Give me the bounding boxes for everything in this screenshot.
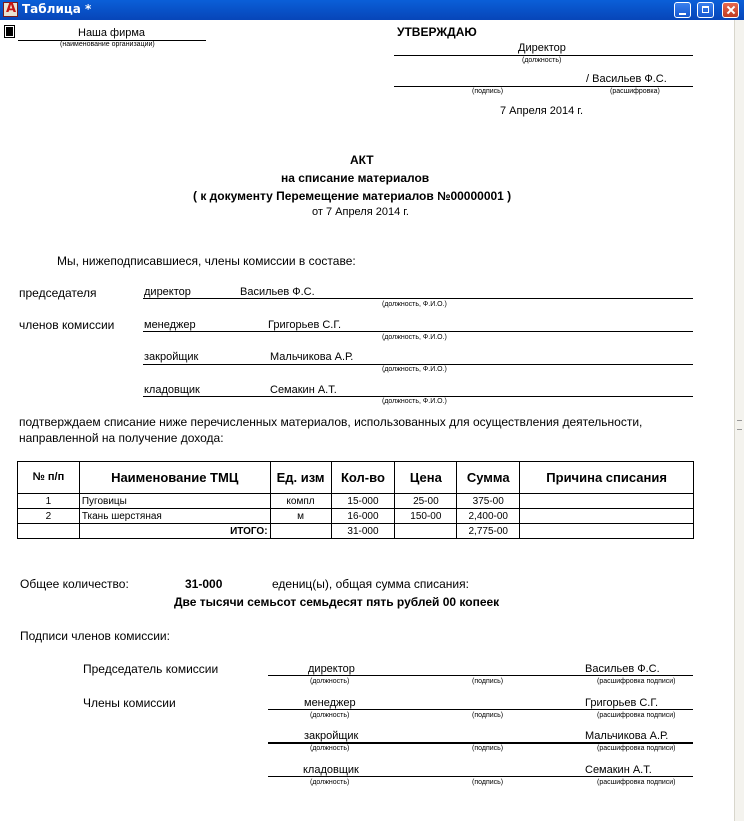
- doc-subtitle: на списание материалов: [281, 171, 430, 185]
- vertical-scrollbar[interactable]: [734, 20, 744, 821]
- cell-qty: 16-000: [331, 509, 395, 524]
- signature-caption: (подпись): [472, 88, 504, 95]
- member-2-caption: (должность, Ф.И.О.): [382, 366, 447, 373]
- approver-position: Директор: [518, 42, 566, 54]
- chair-label: председателя: [19, 286, 97, 300]
- confirm-text-1: подтверждаем списание ниже перечисленных материалов, использованных для осуществления деятельности,: [19, 415, 643, 429]
- cell-num: 1: [18, 494, 80, 509]
- member-1-underline: [143, 331, 693, 332]
- member-1-position: менеджер: [144, 319, 196, 331]
- position-underline: [394, 55, 693, 56]
- sig-4-decode-caption: (расшифровка подписи): [597, 779, 676, 786]
- header-num: № п/п: [18, 462, 80, 494]
- member-3-position: кладовщик: [144, 384, 200, 396]
- member-3-caption: (должность, Ф.И.О.): [382, 398, 447, 405]
- close-button[interactable]: [722, 2, 739, 18]
- window-titlebar[interactable]: [0, 0, 744, 20]
- member-1-caption: (должность, Ф.И.О.): [382, 334, 447, 341]
- sig-3-position: закройщик: [304, 730, 359, 742]
- chair-position: директор: [144, 286, 191, 298]
- table-row: [18, 494, 694, 509]
- sig-1-signature-caption: (подпись): [472, 678, 504, 685]
- sig-chair-label: Председатель комиссии: [83, 662, 219, 676]
- materials-table: [17, 461, 694, 539]
- cell-name: Пуговицы: [79, 494, 270, 509]
- cell-cursor-marker[interactable]: [4, 25, 15, 38]
- total-sum: 2,775-00: [457, 524, 520, 539]
- sig-3-name: Мальчикова А.Р.: [585, 730, 669, 742]
- cell-price: 25-00: [395, 494, 457, 509]
- member-3-underline: [143, 396, 693, 397]
- summary-label: Общее количество:: [20, 577, 129, 591]
- org-name: Наша фирма: [78, 27, 146, 39]
- sig-3-underline: [268, 742, 693, 744]
- sig-2-signature-caption: (подпись): [472, 712, 504, 719]
- cell-reason: [520, 494, 694, 509]
- approve-date: 7 Апреля 2014 г.: [500, 105, 584, 117]
- total-qty: 31-000: [331, 524, 395, 539]
- chair-underline: [143, 298, 693, 299]
- sig-3-decode-caption: (расшифровка подписи): [597, 745, 676, 752]
- cell-sum: 375-00: [457, 494, 520, 509]
- member-1-name: Григорьев С.Г.: [268, 319, 342, 331]
- summary-words: Две тысячи семьсот семьдесят пять рублей 00 копеек: [174, 595, 500, 609]
- sig-3-position-caption: (должность): [310, 745, 350, 752]
- cell-sum: 2,400-00: [457, 509, 520, 524]
- sig-4-signature-caption: (подпись): [472, 779, 504, 786]
- header-sum: Сумма: [457, 462, 520, 494]
- confirm-text-2: направленной на получение дохода:: [19, 431, 224, 445]
- sig-1-underline: [268, 675, 693, 676]
- sig-3-signature-caption: (подпись): [472, 745, 504, 752]
- table-header-row: [18, 462, 694, 494]
- doc-reference: ( к документу Перемещение материалов №00000001 ): [193, 189, 512, 203]
- minimize-button[interactable]: [674, 2, 691, 18]
- doc-title: АКТ: [350, 153, 374, 167]
- sig-members-label: Члены комиссии: [83, 696, 176, 710]
- sig-1-name: Васильев Ф.С.: [585, 663, 660, 675]
- approver-name: / Васильев Ф.С.: [586, 73, 667, 85]
- doc-date: от 7 Апреля 2014 г.: [312, 206, 409, 218]
- org-caption: (наименование организации): [60, 41, 155, 48]
- summary-rest: едениц(ы), общая сумма списания:: [272, 577, 469, 591]
- scroll-grip-icon[interactable]: [737, 420, 742, 430]
- sig-4-position-caption: (должность): [310, 779, 350, 786]
- member-3-name: Семакин А.Т.: [270, 384, 337, 396]
- signature-underline: [394, 86, 693, 87]
- sig-4-underline: [268, 776, 693, 777]
- cell-unit: компл: [270, 494, 331, 509]
- table-total-row: [18, 524, 694, 539]
- app-icon[interactable]: [3, 2, 18, 17]
- cell-name: Ткань шерстяная: [79, 509, 270, 524]
- member-2-name: Мальчикова А.Р.: [270, 351, 354, 363]
- cell-qty: 15-000: [331, 494, 395, 509]
- sig-1-position-caption: (должность): [310, 678, 350, 685]
- chair-caption: (должность, Ф.И.О.): [382, 301, 447, 308]
- total-reason-empty: [520, 524, 694, 539]
- sig-1-position: директор: [308, 663, 355, 675]
- sig-2-name: Григорьев С.Г.: [585, 697, 659, 709]
- total-unit-empty: [270, 524, 331, 539]
- signatures-heading: Подписи членов комиссии:: [20, 629, 170, 643]
- sig-2-position: менеджер: [304, 697, 356, 709]
- cell-num: 2: [18, 509, 80, 524]
- total-empty: [18, 524, 80, 539]
- sig-2-position-caption: (должность): [310, 712, 350, 719]
- table-row: [18, 509, 694, 524]
- maximize-button[interactable]: [697, 2, 714, 18]
- member-2-underline: [143, 364, 693, 365]
- members-label: членов комиссии: [19, 318, 115, 332]
- sig-4-position: кладовщик: [303, 764, 359, 776]
- total-price-empty: [395, 524, 457, 539]
- cell-reason: [520, 509, 694, 524]
- cell-unit: м: [270, 509, 331, 524]
- header-name: Наименование ТМЦ: [79, 462, 270, 494]
- header-price: Цена: [395, 462, 457, 494]
- window-title: Таблица *: [22, 2, 92, 16]
- approve-label: УТВЕРЖДАЮ: [397, 25, 477, 39]
- decode-caption: (расшифровка): [610, 88, 660, 95]
- summary-qty: 31-000: [185, 577, 223, 591]
- header-reason: Причина списания: [520, 462, 694, 494]
- sig-1-decode-caption: (расшифровка подписи): [597, 678, 676, 685]
- sig-4-name: Семакин А.Т.: [585, 764, 652, 776]
- header-unit: Ед. изм: [270, 462, 331, 494]
- sig-2-decode-caption: (расшифровка подписи): [597, 712, 676, 719]
- chair-name: Васильев Ф.С.: [240, 286, 315, 298]
- position-caption: (должность): [522, 57, 562, 64]
- commission-intro: Мы, нижеподписавшиеся, члены комиссии в составе:: [57, 254, 356, 268]
- cell-price: 150-00: [395, 509, 457, 524]
- member-2-position: закройщик: [144, 351, 199, 363]
- header-qty: Кол-во: [331, 462, 395, 494]
- sig-2-underline: [268, 709, 693, 710]
- total-label: ИТОГО:: [79, 524, 270, 539]
